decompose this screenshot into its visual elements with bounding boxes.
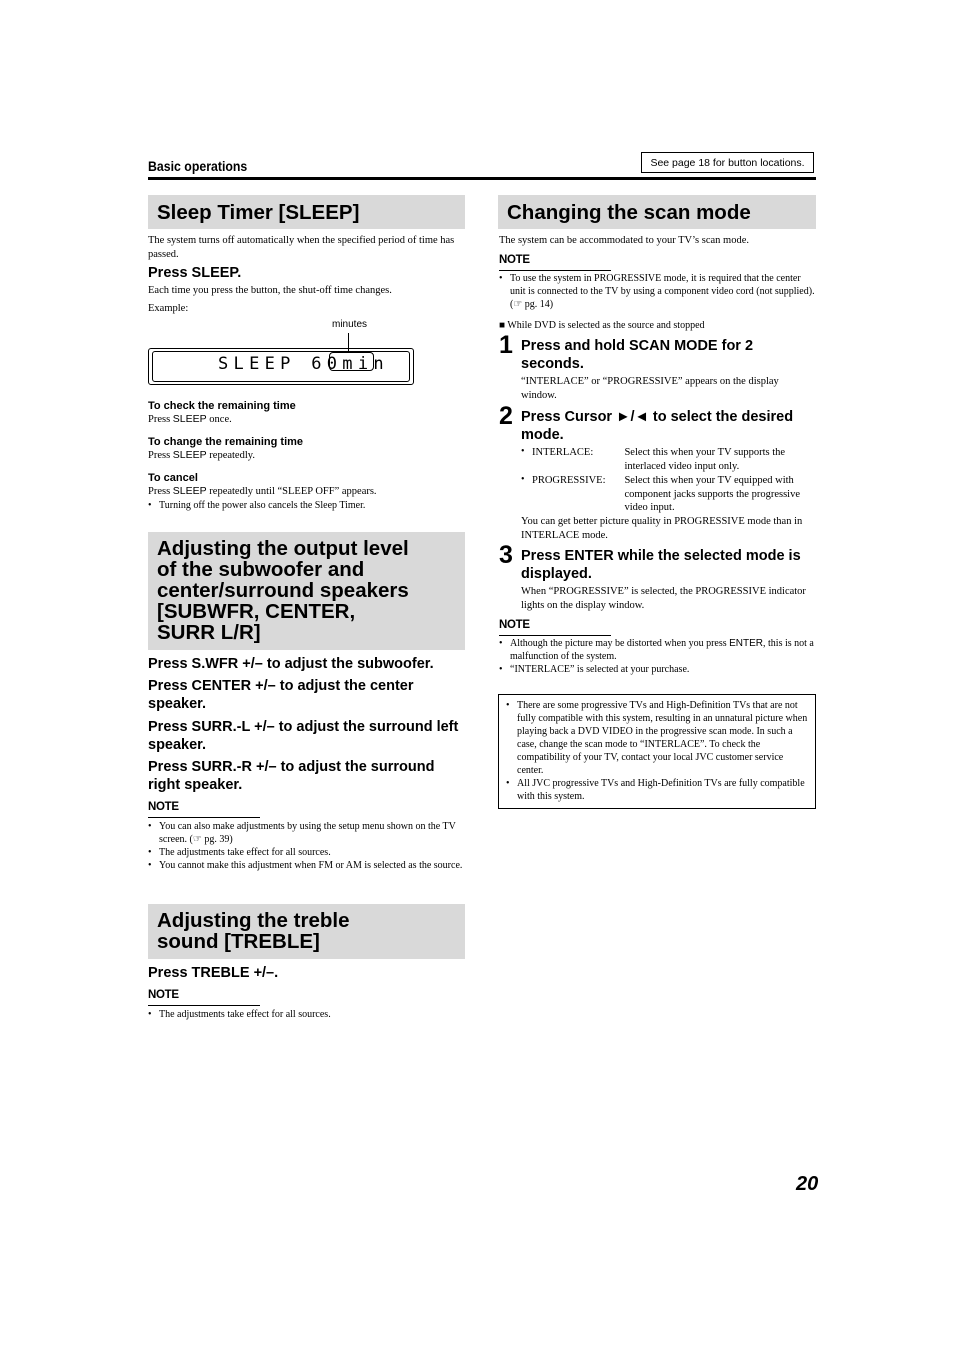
minutes-label: minutes xyxy=(332,319,368,330)
button-location-reference: See page 18 for button locations. xyxy=(641,152,814,173)
step-subwoofer: Press S.WFR +/– to adjust the subwoofer. xyxy=(148,656,434,672)
caution-item: • There are some progressive TVs and High-Definition TVs that are not fully compatible with this system, resulting in an unnatural picture when playing back a DVD VIDEO in the progressive scan mode. In such a case, change the scan mode to “INTERLACE”. To check the compatibility of your TV, contact your local JVC customer service center. xyxy=(506,699,808,777)
output-level-title: Adjusting the output level of the subwoofer and center/surround speakers [SUBWFR, CENTER, SURR L/R] xyxy=(148,532,465,650)
step-2-title: Press Cursor ►/◄ to select the desired mode. xyxy=(521,409,794,443)
example-label: Example: xyxy=(148,303,189,314)
scan-mode-title: Changing the scan mode xyxy=(498,195,816,229)
display-sleep-text: SLEEP 60 xyxy=(218,354,343,374)
step-center: Press CENTER +/– to adjust the center speaker. xyxy=(148,678,414,712)
mode-interlace: INTERLACE: Select this when your TV supports the interlaced video input only. xyxy=(532,447,786,472)
note-item: • You cannot make this adjustment when FM or AM is selected as the source. xyxy=(148,859,466,872)
sleep-each-time: Each time you press the button, the shut-off time changes. xyxy=(148,285,392,296)
note-rule xyxy=(499,635,611,636)
display-unit-box xyxy=(329,352,374,371)
scan-notes-2 xyxy=(499,637,815,676)
scan-condition: ■ While DVD is selected as the source and stopped xyxy=(499,320,705,331)
header-rule xyxy=(148,177,816,180)
step-3-number: 3 xyxy=(499,541,513,569)
display-unit: min xyxy=(342,354,389,374)
scan-note2-label: NOTE xyxy=(499,619,530,631)
section-header: Basic operations xyxy=(148,158,248,174)
step-2-number: 2 xyxy=(499,402,513,430)
scan-note-label: NOTE xyxy=(499,254,530,266)
check-remaining-text: Press SLEEP once. xyxy=(148,413,232,425)
note-rule xyxy=(148,1005,260,1006)
scan-notes xyxy=(499,272,815,311)
step-2-body: You can get better picture quality in PROGRESSIVE mode than in INTERLACE mode. xyxy=(521,516,803,541)
cancel-title: To cancel xyxy=(148,472,198,484)
cancel-text: Press SLEEP repeatedly until “SLEEP OFF” appears. xyxy=(148,485,377,497)
note-item: • You can also make adjustments by using the setup menu shown on the TV screen. (☞ pg. 39) xyxy=(148,820,466,846)
step-surround-right: Press SURR.-R +/– to adjust the surround right speaker. xyxy=(148,759,435,793)
change-remaining-title: To change the remaining time xyxy=(148,436,304,448)
output-note-label: NOTE xyxy=(148,801,179,813)
sleep-instruction: Press SLEEP. xyxy=(148,265,242,281)
change-remaining-text: Press SLEEP repeatedly. xyxy=(148,449,255,461)
note-item: • The adjustments take effect for all sources. xyxy=(148,1008,466,1021)
compatibility-caution-box xyxy=(498,694,816,809)
caution-item: • All JVC progressive TVs and High-Definition TVs are fully compatible with this system. xyxy=(506,777,808,803)
note-item: • Although the picture may be distorted when you press ENTER, this is not a malfunction of the system. xyxy=(499,637,815,663)
treble-note-label: NOTE xyxy=(148,989,179,1001)
note-item: • The adjustments take effect for all sources. xyxy=(148,846,466,859)
step-1-title: Press and hold SCAN MODE for 2 seconds. xyxy=(521,338,754,372)
note-item: • To use the system in PROGRESSIVE mode, it is required that the center unit is connected to the TV by using a component video cord (not supplied). (☞ pg. 14) xyxy=(499,272,815,311)
sleep-intro: The system turns off automatically when the specified period of time has passed. xyxy=(148,235,455,260)
scan-intro: The system can be accommodated to your TV’s scan mode. xyxy=(499,235,749,246)
mode-list xyxy=(521,446,817,515)
step-3-body: When “PROGRESSIVE” is selected, the PROGRESSIVE indicator lights on the display window. xyxy=(521,586,806,611)
treble-title: Adjusting the treble sound [TREBLE] xyxy=(148,904,465,959)
step-3-title: Press ENTER while the selected mode is displayed. xyxy=(521,548,801,582)
treble-notes xyxy=(148,1008,466,1021)
note-item: • “INTERLACE” is selected at your purchase. xyxy=(499,663,815,676)
output-notes xyxy=(148,820,466,872)
page-number: 20 xyxy=(796,1173,819,1195)
step-1-number: 1 xyxy=(499,331,513,359)
sleep-timer-title: Sleep Timer [SLEEP] xyxy=(148,195,465,229)
mode-progressive: PROGRESSIVE: Select this when your TV equipped with component jacks supports the progressive video input. xyxy=(532,475,800,513)
check-remaining-title: To check the remaining time xyxy=(148,400,296,412)
note-rule xyxy=(499,270,611,271)
step-surround-left: Press SURR.-L +/– to adjust the surround left speaker. xyxy=(148,719,459,753)
step-1-body: “INTERLACE” or “PROGRESSIVE” appears on the display window. xyxy=(521,376,779,401)
cancel-bullet: • Turning off the power also cancels the Sleep Timer. xyxy=(148,499,475,512)
treble-instruction: Press TREBLE +/–. xyxy=(148,965,279,981)
note-rule xyxy=(148,817,260,818)
